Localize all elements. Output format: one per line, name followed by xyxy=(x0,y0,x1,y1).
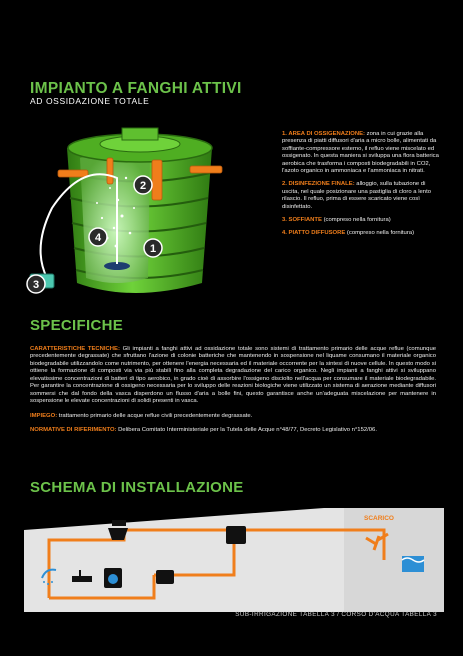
svg-text:4: 4 xyxy=(94,232,102,244)
legend-item-4: 4. PIATTO DIFFUSORE (compreso nella fornitura) xyxy=(282,230,415,237)
legend-item-1: 1. AREA DI OSSIGENAZIONE: zona in cui grazie alla presenza di piatti diffusori d'aria a micro bolle, alimentati da soffiante-compressore esterno, il refluo viene miscelato ed ossigenato. In questa maniera si sviluppa una flora batterica aerobica che trasforma i composti biodegradabili in CO2, l'azoto organico in ammoniaca e l'ammoniaca in nitrati. xyxy=(282,131,439,175)
callout-3 xyxy=(27,275,45,293)
legend-item-3: 3. SOFFIANTE (compreso nella fornitura) xyxy=(282,217,391,224)
schema-title: SCHEMA DI INSTALLAZIONE xyxy=(30,479,244,496)
spec-paragraph-impiego: IMPIEGO: trattamento primario delle acque reflue civili precedentemente degrassate. xyxy=(30,412,253,419)
schema-footer: SUB-IRRIGAZIONE TABELLA 3 / CORSO D'ACQUA TABELLA 3 xyxy=(235,611,437,618)
diagram-legend xyxy=(282,131,440,244)
callout-2 xyxy=(134,176,152,194)
spec-paragraph-normative: NORMATIVE DI RIFERIMENTO: Delibera Comitato Interministeriale per la Tutela delle Acque n°48/77, Decreto Legislativo n°152/06. xyxy=(30,427,377,434)
schema-tank-icon xyxy=(226,526,246,544)
legend-item-2: 2. DISINFEZIONE FINALE: alloggio, sulla tubazione di uscita, nel quale posizionare una pastiglia di cloro a lento rilascio. Il refluo, prima di essere scaricato viene così disinfettato. xyxy=(282,181,431,210)
callout-1 xyxy=(144,239,162,257)
toilet-icon xyxy=(108,520,128,540)
installation-schema xyxy=(24,500,444,612)
svg-text:3: 3 xyxy=(32,279,40,291)
water-icon xyxy=(402,556,424,572)
page-title: IMPIANTO A FANGHI ATTIVI xyxy=(30,80,242,97)
specifiche-title: SPECIFICHE xyxy=(30,317,124,334)
svg-text:1: 1 xyxy=(149,243,157,255)
grease-trap-icon xyxy=(156,570,174,584)
scarico-label: SCARICO xyxy=(364,515,394,522)
tank-diagram xyxy=(22,118,247,308)
washing-machine-icon xyxy=(104,568,122,588)
callout-4 xyxy=(89,228,107,246)
svg-text:2: 2 xyxy=(139,180,147,192)
page-subtitle: AD OSSIDAZIONE TOTALE xyxy=(30,96,150,106)
spec-paragraph-tech: CARATTERISTICHE TECNICHE: Gli impianti a fanghi attivi ad ossidazione totale sono sistemi di trattamento primario delle acque reflue (comunque precedentemente degrassate) che sfruttano l'azione di colonie batteriche che mantenendo in sospensione nel liquame consumano il materiale organico biodegradabile utilizzandolo come nutrimento, per ottenere l'energia necessaria ed il materiale occorrente per la sintesi di nuove cellule. In questo modo si ottiene la formazione di composti via via più stabili fino alla completa degradazione del carico organico. Negli impianti a fanghi attivi si sviluppano elevatissime concentrazioni di batteri di tipo aerobico, in grado cioè di assorbire l'ossigeno disciolto nell'acqua per consumare il materiale biodegradabile. Per garantire la concentrazione di ossigeno necessaria per lo sviluppo delle reazioni biologiche viene utilizzato un sistema di aerazione mediante diffusori sommersi che dal fondo della vasca disperdono un flusso d'aria a bolle fini, questo garantisce anche un'adeguata miscelazione per mantenere in sospensione le elevate concentrazioni di solidi presenti in vasca. xyxy=(30,346,436,405)
specifiche-body xyxy=(30,346,436,442)
